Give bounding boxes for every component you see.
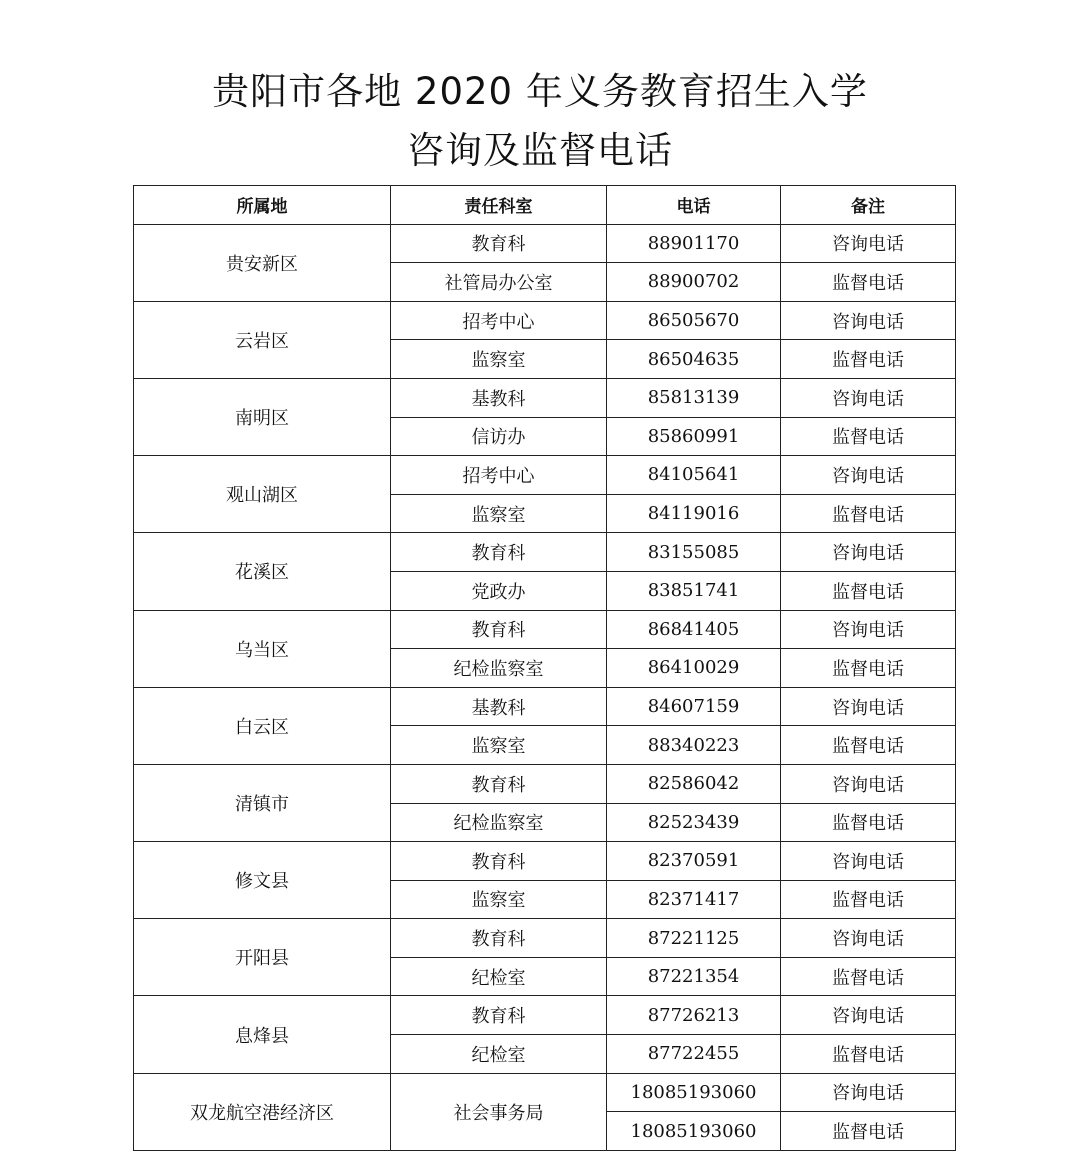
dept-cell: 社管局办公室 <box>391 263 607 302</box>
phone-cell: 18085193060 <box>607 1073 781 1112</box>
phone-cell: 86410029 <box>607 649 781 688</box>
dept-cell: 纪检室 <box>391 957 607 996</box>
dept-cell: 监察室 <box>391 340 607 379</box>
table-body <box>134 224 956 1150</box>
note-cell: 监督电话 <box>781 263 956 302</box>
note-cell: 监督电话 <box>781 494 956 533</box>
table-row <box>134 456 956 495</box>
dept-cell: 纪检监察室 <box>391 649 607 688</box>
phone-cell: 88900702 <box>607 263 781 302</box>
table-row <box>134 996 956 1035</box>
note-cell: 监督电话 <box>781 1035 956 1074</box>
dept-cell: 教育科 <box>391 919 607 958</box>
table-row <box>134 301 956 340</box>
phone-cell: 86505670 <box>607 301 781 340</box>
page-title-line-1: 贵阳市各地 2020 年义务教育招生入学 <box>212 70 868 113</box>
note-cell: 咨询电话 <box>781 764 956 803</box>
header-note: 备注 <box>781 186 956 225</box>
note-cell: 监督电话 <box>781 957 956 996</box>
dept-cell: 招考中心 <box>391 301 607 340</box>
table-header <box>134 186 956 225</box>
note-cell: 咨询电话 <box>781 996 956 1035</box>
dept-cell: 招考中心 <box>391 456 607 495</box>
area-cell: 开阳县 <box>134 919 391 996</box>
phone-cell: 18085193060 <box>607 1112 781 1151</box>
table-row <box>134 1073 956 1112</box>
note-cell: 咨询电话 <box>781 301 956 340</box>
dept-cell: 教育科 <box>391 842 607 881</box>
phone-cell: 84105641 <box>607 456 781 495</box>
phone-cell: 83851741 <box>607 571 781 610</box>
phone-cell: 84607159 <box>607 687 781 726</box>
area-cell: 乌当区 <box>134 610 391 687</box>
table-row <box>134 378 956 417</box>
area-cell: 云岩区 <box>134 301 391 378</box>
dept-cell: 基教科 <box>391 378 607 417</box>
note-cell: 监督电话 <box>781 880 956 919</box>
table-row <box>134 764 956 803</box>
note-cell: 监督电话 <box>781 571 956 610</box>
note-cell: 咨询电话 <box>781 456 956 495</box>
area-cell: 观山湖区 <box>134 456 391 533</box>
note-cell: 咨询电话 <box>781 224 956 263</box>
area-cell: 息烽县 <box>134 996 391 1073</box>
note-cell: 咨询电话 <box>781 687 956 726</box>
phone-cell: 87726213 <box>607 996 781 1035</box>
phone-cell: 87221354 <box>607 957 781 996</box>
note-cell: 咨询电话 <box>781 1073 956 1112</box>
table-row <box>134 842 956 881</box>
dept-cell: 纪检监察室 <box>391 803 607 842</box>
area-cell: 花溪区 <box>134 533 391 610</box>
table-row <box>134 610 956 649</box>
phone-cell: 87722455 <box>607 1035 781 1074</box>
phone-cell: 82370591 <box>607 842 781 881</box>
table-row <box>134 919 956 958</box>
area-cell: 贵安新区 <box>134 224 391 301</box>
area-cell: 双龙航空港经济区 <box>134 1073 391 1150</box>
dept-cell: 纪检室 <box>391 1035 607 1074</box>
phone-cell: 83155085 <box>607 533 781 572</box>
note-cell: 监督电话 <box>781 417 956 456</box>
dept-cell: 社会事务局 <box>391 1073 607 1150</box>
phone-cell: 86504635 <box>607 340 781 379</box>
table-row <box>134 687 956 726</box>
area-cell: 南明区 <box>134 378 391 455</box>
dept-cell: 基教科 <box>391 687 607 726</box>
dept-cell: 教育科 <box>391 996 607 1035</box>
phone-cell: 88340223 <box>607 726 781 765</box>
dept-cell: 教育科 <box>391 764 607 803</box>
phone-cell: 85860991 <box>607 417 781 456</box>
header-phone: 电话 <box>607 186 781 225</box>
header-dept: 责任科室 <box>391 186 607 225</box>
area-cell: 修文县 <box>134 842 391 919</box>
phone-cell: 86841405 <box>607 610 781 649</box>
phone-cell: 87221125 <box>607 919 781 958</box>
note-cell: 监督电话 <box>781 1112 956 1151</box>
header-area: 所属地 <box>134 186 391 225</box>
table-row <box>134 224 956 263</box>
phone-cell: 82586042 <box>607 764 781 803</box>
dept-cell: 监察室 <box>391 726 607 765</box>
phone-cell: 82371417 <box>607 880 781 919</box>
phone-cell: 85813139 <box>607 378 781 417</box>
page-title-line-2: 咨询及监督电话 <box>407 129 673 172</box>
dept-cell: 教育科 <box>391 533 607 572</box>
note-cell: 咨询电话 <box>781 533 956 572</box>
dept-cell: 监察室 <box>391 494 607 533</box>
note-cell: 咨询电话 <box>781 919 956 958</box>
note-cell: 监督电话 <box>781 340 956 379</box>
phone-cell: 88901170 <box>607 224 781 263</box>
note-cell: 监督电话 <box>781 726 956 765</box>
phone-cell: 82523439 <box>607 803 781 842</box>
area-cell: 清镇市 <box>134 764 391 841</box>
dept-cell: 信访办 <box>391 417 607 456</box>
note-cell: 监督电话 <box>781 649 956 688</box>
note-cell: 咨询电话 <box>781 610 956 649</box>
note-cell: 监督电话 <box>781 803 956 842</box>
dept-cell: 监察室 <box>391 880 607 919</box>
phone-cell: 84119016 <box>607 494 781 533</box>
table-row <box>134 533 956 572</box>
note-cell: 咨询电话 <box>781 378 956 417</box>
contact-table <box>133 185 956 1151</box>
dept-cell: 党政办 <box>391 571 607 610</box>
note-cell: 咨询电话 <box>781 842 956 881</box>
dept-cell: 教育科 <box>391 224 607 263</box>
header-row <box>134 186 956 225</box>
dept-cell: 教育科 <box>391 610 607 649</box>
area-cell: 白云区 <box>134 687 391 764</box>
